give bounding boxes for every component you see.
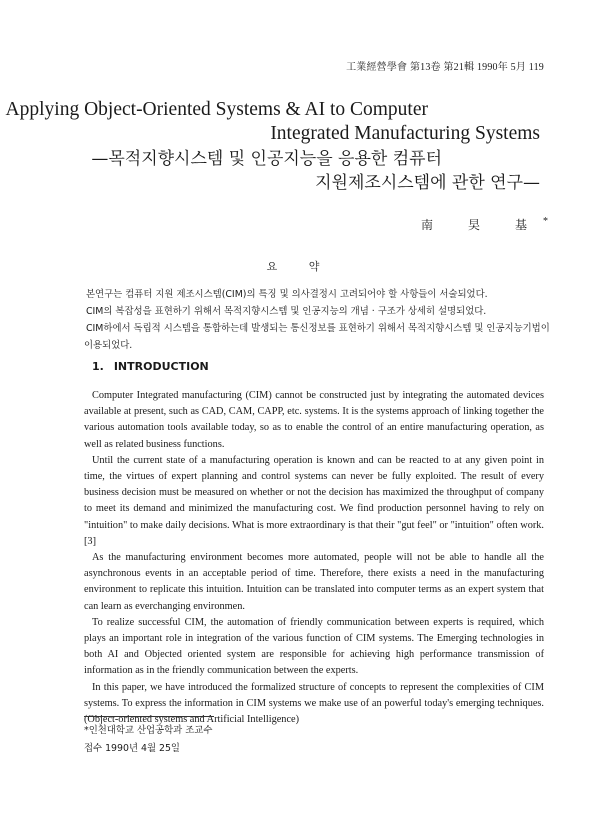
- section-heading: [92, 360, 219, 373]
- english-title-line-2: Integrated Manufacturing Systems: [270, 123, 540, 144]
- abstract: [84, 286, 554, 354]
- english-title: [0, 98, 540, 146]
- author-name: 南 旲 基: [420, 218, 543, 232]
- body-paragraph: As the manufacturing environment becomes more automated, people will not be able to handle all the asynchronous events in an acceptable period of time. Therefore, there exists a need in the manufacturing environment to replicate this intuition. Intuition can be translated into computer terms as an expert system that can learn as everchanging environmen.: [84, 552, 544, 612]
- korean-title-line-1: —목적지향시스템 및 인공지능을 응용한 컴퓨터: [91, 149, 442, 169]
- body-paragraph: In this paper, we have introduced the formalized structure of concepts to represent the complexities of CIM systems. To express the information in CIM systems we make use of an powerful today's emerging techniques. (Object-oriented systems and Artificial Intelligence): [84, 681, 544, 726]
- abstract-heading: 요 약: [266, 260, 334, 273]
- footnote-received-date: 접수 1990년 4월 25일: [84, 743, 180, 754]
- abstract-paragraph: 본연구는 컴퓨터 지원 제조시스템(CIM)의 특징 및 의사결정시 고려되어야 할 사항들이 서술되었다.: [86, 289, 488, 300]
- author-footnote-mark: *: [543, 216, 548, 227]
- footnote-divider: [84, 716, 214, 717]
- footnotes: [84, 722, 212, 758]
- korean-title: [0, 147, 540, 195]
- section-number: 1.: [92, 360, 104, 373]
- footnote-affiliation: *인천대학교 산업공학과 조교수: [84, 725, 213, 736]
- body-paragraph: Computer Integrated manufacturing (CIM) cannot be constructed just by integrating the automated devices available at present, such as CAD, CAM, CAPP, etc. systems. It is the systems approach of linking together the various automation tools available today, so as to enable the control of an entire manufacturing operation, as well as related business functions.: [84, 390, 544, 450]
- english-title-line-1: Applying Object-Oriented Systems & AI to Computer: [5, 99, 428, 120]
- body-paragraph: To realize successful CIM, the automation of friendly communication between experts is required, which plays an important role in integration of the various function of CIM systems. The Emerging technologies in both AI and Objected oriented system are responsible for achieving high performance transmission of information as in the friendly communication between the experts.: [84, 616, 544, 677]
- journal-header: 工業經營學會 第13卷 第21輯 1990年 5月 119: [346, 62, 544, 73]
- section-title: INTRODUCTION: [113, 360, 209, 373]
- abstract-paragraph: CIM하에서 독립적 시스템을 통합하는데 발생되는 통신정보를 표현하기 위해서 목적지향시스템 및 인공지능기법이 이용되었다.: [84, 323, 550, 351]
- body-paragraph: Until the current state of a manufacturing operation is known and can be reacted to at any given point in time, the virtues of expert planning and control systems can never be fully exploited. The result of every business decision must be measured on whether or not the decision has maximized the throughput of company to meet its demand and minimized the manufacturing cost. We find production personnel having to rely on "intuition" to make daily decisions. What is more extraordinary is that their "gut feel" or "intuition" often work.[3]: [84, 454, 544, 547]
- korean-title-line-2: 지원제조시스템에 관한 연구—: [315, 173, 540, 193]
- author: [421, 216, 548, 233]
- body-text: [84, 388, 544, 728]
- abstract-paragraph: CIM의 복잡성을 표현하기 위해서 목적지향시스템 및 인공지능의 개념 · 구조가 상세히 설명되었다.: [86, 306, 487, 317]
